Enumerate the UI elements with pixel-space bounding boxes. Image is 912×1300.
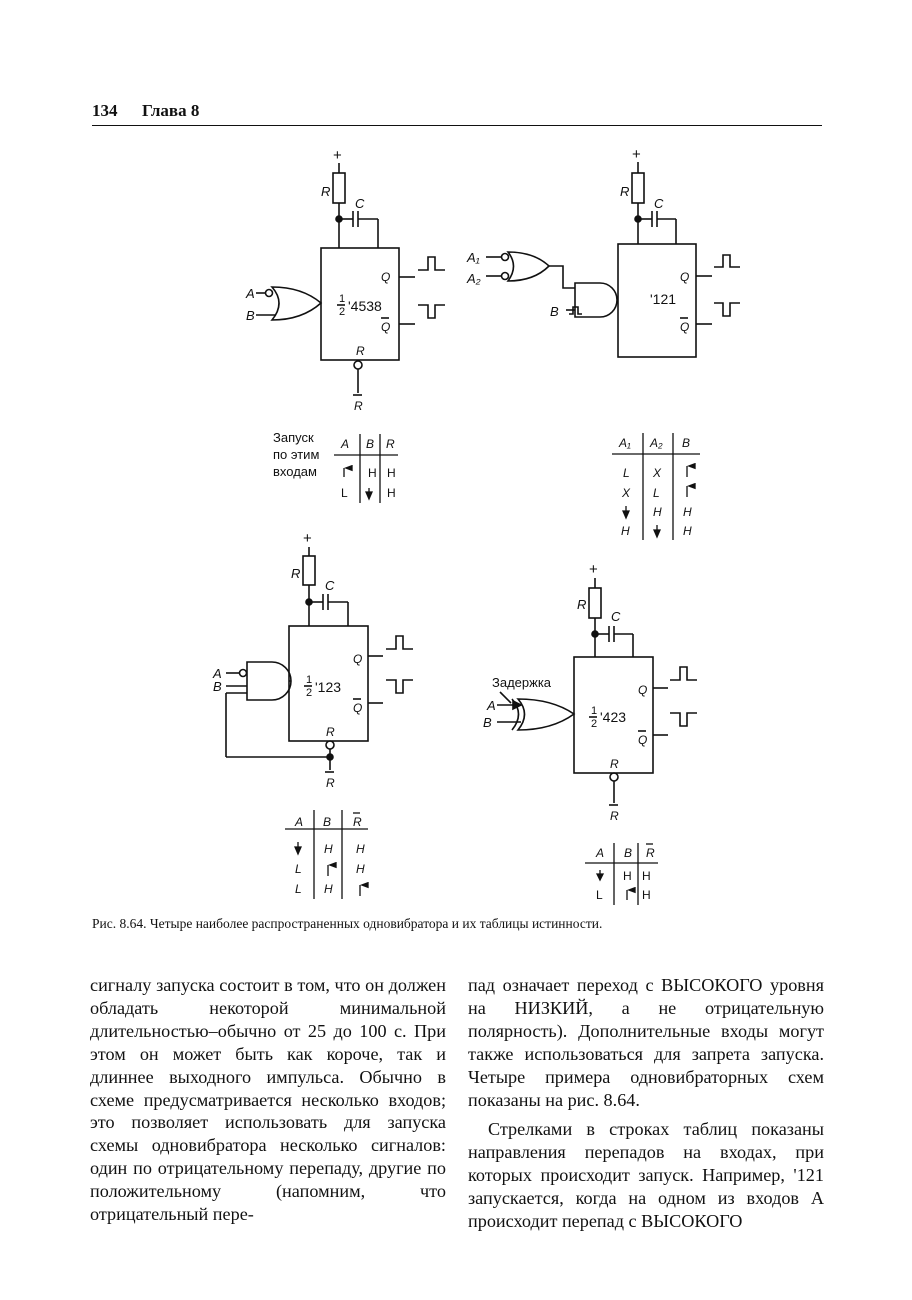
- svg-text:C: C: [611, 609, 621, 624]
- svg-text:H: H: [356, 842, 365, 856]
- svg-text:Q: Q: [638, 683, 648, 697]
- svg-text:R: R: [386, 437, 395, 451]
- svg-text:C: C: [325, 578, 335, 593]
- svg-text:A₁: A₁: [619, 436, 631, 450]
- svg-text:L: L: [295, 882, 302, 896]
- svg-text:Q: Q: [680, 320, 690, 334]
- chip-123-label: '123: [315, 679, 342, 695]
- svg-text:Q: Q: [381, 270, 391, 284]
- circuit-4538: [245, 147, 445, 413]
- svg-text:A: A: [487, 698, 496, 713]
- svg-text:B: B: [213, 679, 222, 694]
- svg-text:A: A: [596, 846, 605, 860]
- truth-table-2: [618, 436, 692, 538]
- svg-text:R: R: [354, 399, 363, 413]
- svg-text:A₂: A₂: [467, 271, 481, 286]
- svg-text:H: H: [324, 882, 333, 896]
- svg-text:H: H: [387, 486, 396, 500]
- svg-text:A: A: [295, 815, 304, 829]
- svg-text:R: R: [610, 809, 619, 823]
- svg-text:B: B: [366, 437, 375, 451]
- svg-text:2: 2: [339, 306, 346, 318]
- svg-text:Q: Q: [381, 320, 391, 334]
- svg-text:A: A: [341, 437, 350, 451]
- chip-423-label: '423: [600, 709, 627, 725]
- svg-text:B: B: [624, 846, 633, 860]
- svg-text:A₁: A₁: [467, 250, 480, 265]
- svg-text:2: 2: [306, 687, 313, 699]
- chip-121-label: '121: [650, 291, 677, 307]
- truth-table-1: [273, 430, 396, 500]
- svg-text:1: 1: [339, 293, 346, 305]
- svg-text:+: +: [632, 146, 641, 163]
- or-gate-121: [508, 252, 549, 281]
- svg-text:B: B: [682, 436, 691, 450]
- svg-text:R: R: [356, 344, 365, 358]
- svg-text:Q: Q: [353, 701, 363, 715]
- svg-text:по этим: по этим: [273, 447, 320, 462]
- xor-gate-423: [518, 699, 574, 730]
- svg-text:X: X: [653, 466, 662, 480]
- svg-text:Q: Q: [680, 270, 690, 284]
- svg-text:R: R: [326, 776, 335, 790]
- svg-text:H: H: [683, 524, 692, 538]
- svg-text:H: H: [642, 888, 651, 902]
- chip-4538-label: '4538: [348, 298, 382, 314]
- svg-text:входам: входам: [273, 464, 317, 479]
- svg-text:R: R: [646, 846, 655, 860]
- resistor-r: [333, 173, 345, 203]
- svg-text:Q: Q: [638, 733, 648, 747]
- chapter-title: Глава 8: [142, 101, 200, 120]
- svg-text:+: +: [589, 561, 598, 578]
- paragraph: пад означает переход с ВЫСОКОГО уровня на НИЗКИЙ, а не отрицательную полярность). Дополнительные входы могут также использоваться для запрета запуска. Четыре примера одновибраторных схем показаны на рис. 8.64.: [468, 975, 824, 1110]
- svg-text:R: R: [353, 815, 362, 829]
- svg-text:H: H: [683, 505, 692, 519]
- svg-text:A: A: [213, 666, 222, 681]
- truth-table-3: [294, 815, 365, 896]
- svg-text:C: C: [355, 196, 365, 211]
- svg-text:L: L: [295, 862, 302, 876]
- paragraph: сигналу запуска состоит в том, что он должен обладать некоторой минимальной длительностью–обычно от 25 до 100 с. При этом он может быть как короче, так и длиннее выходного импульса. Обычно в схеме предусматривается несколько входов; это позволяет использовать для запуска схемы одновибратора несколько сигналов: один по отрицательному перепаду, другие по положительному (напомним, что отрицательный пере-: [90, 975, 446, 1225]
- svg-text:R: R: [577, 597, 587, 612]
- svg-text:R: R: [326, 725, 335, 739]
- svg-text:H: H: [623, 869, 632, 883]
- svg-text:B: B: [323, 815, 332, 829]
- svg-text:H: H: [621, 524, 630, 538]
- text-column-right: [468, 974, 824, 1233]
- svg-text:L: L: [653, 486, 660, 500]
- svg-text:L: L: [623, 466, 630, 480]
- svg-text:R: R: [321, 184, 331, 199]
- delay-label: Задержка: [492, 675, 552, 690]
- svg-text:C: C: [654, 196, 664, 211]
- and-gate-123: [247, 662, 291, 700]
- svg-text:1: 1: [591, 705, 598, 717]
- truth-table-4: [595, 846, 655, 902]
- svg-text:+: +: [303, 530, 312, 547]
- svg-text:H: H: [653, 505, 662, 519]
- svg-text:L: L: [341, 486, 348, 500]
- supply-plus: +: [333, 147, 342, 164]
- svg-text:B: B: [483, 715, 492, 730]
- svg-text:L: L: [596, 888, 603, 902]
- page-number: 134: [92, 101, 118, 120]
- circuit-121: [466, 146, 740, 357]
- svg-text:A: A: [246, 286, 255, 301]
- svg-text:Q: Q: [353, 652, 363, 666]
- svg-text:X: X: [622, 486, 631, 500]
- svg-text:H: H: [387, 466, 396, 480]
- svg-text:H: H: [324, 842, 333, 856]
- paragraph: Стрелками в строках таблиц показаны направления перепадов на входах, при которых происходит запуск. Например, '121 запускается, когда на одном из входов A происходит перепад с ВЫСОКОГО: [468, 1119, 824, 1232]
- svg-text:H: H: [368, 466, 377, 480]
- and-gate-121: [575, 283, 617, 317]
- figure-caption: Рис. 8.64. Четыре наиболее распространенных одновибратора и их таблицы истинности.: [92, 916, 603, 931]
- svg-text:H: H: [356, 862, 365, 876]
- text-column-left: [90, 974, 446, 1226]
- svg-text:R: R: [291, 566, 301, 581]
- circuit-423: [483, 561, 697, 823]
- svg-text:B: B: [550, 304, 559, 319]
- svg-text:A₂: A₂: [650, 436, 663, 450]
- svg-text:H: H: [642, 869, 651, 883]
- svg-text:B: B: [246, 308, 255, 323]
- svg-text:2: 2: [591, 718, 598, 730]
- svg-text:Запуск: Запуск: [273, 430, 314, 445]
- or-gate-4538: [272, 287, 321, 320]
- svg-text:1: 1: [306, 674, 313, 686]
- circuit-123: [212, 530, 413, 790]
- svg-text:R: R: [620, 184, 630, 199]
- svg-text:R: R: [610, 757, 619, 771]
